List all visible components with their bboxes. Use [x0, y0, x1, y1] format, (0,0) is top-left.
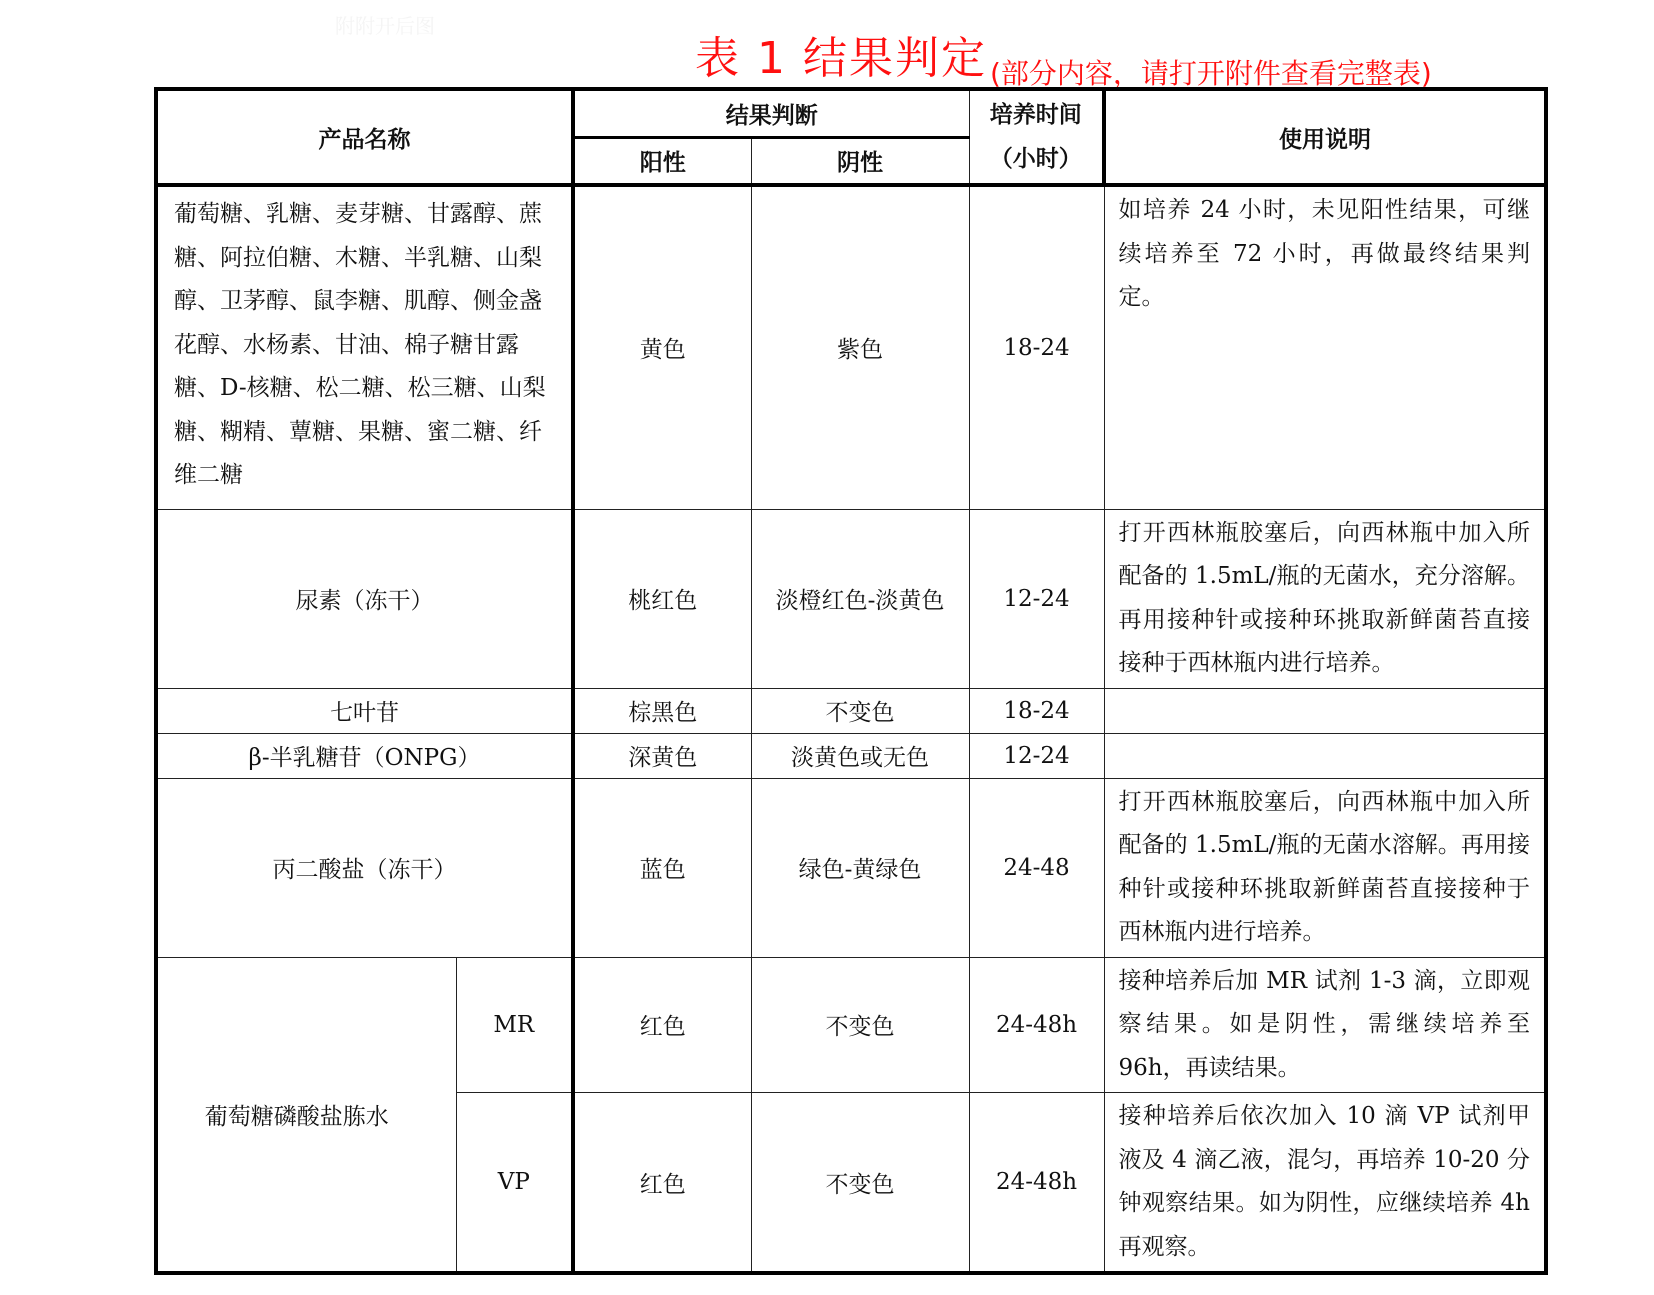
test-cell: MR	[456, 957, 573, 1093]
header-product-name: 产品名称	[156, 89, 573, 185]
positive-cell: 红色	[573, 1093, 751, 1274]
table-row	[156, 185, 1546, 509]
instructions-cell: 打开西林瓶胶塞后，向西林瓶中加入所配备的 1.5mL/瓶的无菌水，充分溶解。再用接种针或接种环挑取新鲜菌苔直接接种于西林瓶内进行培养。	[1104, 509, 1546, 688]
instructions-cell	[1104, 688, 1546, 733]
positive-cell: 深黄色	[573, 733, 751, 778]
table-title: 表 1 结果判定	[695, 33, 987, 84]
negative-cell: 绿色-黄绿色	[751, 778, 969, 957]
table-row	[156, 509, 1546, 688]
group-product-cell: 葡萄糖磷酸盐胨水	[156, 957, 456, 1273]
product-cell: 七叶苷	[156, 688, 573, 733]
table-row	[156, 778, 1546, 957]
product-cell: 葡萄糖、乳糖、麦芽糖、甘露醇、蔗糖、阿拉伯糖、木糖、半乳糖、山梨醇、卫茅醇、鼠李糖、肌醇、侧金盏花醇、水杨素、甘油、棉子糖甘露糖、D-核糖、松二糖、松三糖、山梨糖、糊精、蕈糖、果糖、蜜二糖、纤维二糖	[156, 185, 573, 509]
table-subtitle-note: (部分内容，请打开附件查看完整表)	[990, 57, 1432, 90]
table-row	[156, 733, 1546, 778]
time-cell: 24-48h	[969, 1093, 1104, 1274]
positive-cell: 蓝色	[573, 778, 751, 957]
instructions-cell: 如培养 24 小时，未见阳性结果，可继续培养至 72 小时，再做最终结果判定。	[1104, 185, 1546, 509]
negative-cell: 不变色	[751, 957, 969, 1093]
header-instructions: 使用说明	[1104, 89, 1546, 185]
product-cell: 丙二酸盐（冻干）	[156, 778, 573, 957]
instructions-cell: 接种培养后依次加入 10 滴 VP 试剂甲液及 4 滴乙液，混匀，再培养 10-20 分钟观察结果。如为阴性，应继续培养 4h 再观察。	[1104, 1093, 1546, 1274]
header-positive: 阳性	[573, 137, 751, 185]
positive-cell: 棕黑色	[573, 688, 751, 733]
table-row	[156, 957, 1546, 1093]
faint-watermark-text: 附附开后图	[335, 14, 435, 38]
time-cell: 12-24	[969, 509, 1104, 688]
time-cell: 24-48	[969, 778, 1104, 957]
header-negative: 阴性	[751, 137, 969, 185]
time-cell: 18-24	[969, 185, 1104, 509]
positive-cell: 桃红色	[573, 509, 751, 688]
positive-cell: 红色	[573, 957, 751, 1093]
result-judgment-table	[154, 87, 1548, 1275]
product-cell: 尿素（冻干）	[156, 509, 573, 688]
time-cell: 24-48h	[969, 957, 1104, 1093]
table-row	[156, 688, 1546, 733]
header-incubation-time-line1: 培养时间	[989, 102, 1082, 128]
instructions-cell: 打开西林瓶胶塞后，向西林瓶中加入所配备的 1.5mL/瓶的无菌水溶解。再用接种针或接种环挑取新鲜菌苔直接接种于西林瓶内进行培养。	[1104, 778, 1546, 957]
negative-cell: 不变色	[751, 688, 969, 733]
header-incubation-time	[969, 89, 1104, 185]
positive-cell: 黄色	[573, 185, 751, 509]
negative-cell: 淡黄色或无色	[751, 733, 969, 778]
negative-cell: 紫色	[751, 185, 969, 509]
header-result-judgment: 结果判断	[573, 89, 969, 137]
header-incubation-time-line2: （小时）	[989, 146, 1082, 172]
product-cell: β-半乳糖苷（ONPG）	[156, 733, 573, 778]
time-cell: 18-24	[969, 688, 1104, 733]
test-cell: VP	[456, 1093, 573, 1274]
instructions-cell	[1104, 733, 1546, 778]
instructions-cell: 接种培养后加 MR 试剂 1-3 滴，立即观察结果。如是阴性，需继续培养至96h，再读结果。	[1104, 957, 1546, 1093]
negative-cell: 淡橙红色-淡黄色	[751, 509, 969, 688]
time-cell: 12-24	[969, 733, 1104, 778]
negative-cell: 不变色	[751, 1093, 969, 1274]
